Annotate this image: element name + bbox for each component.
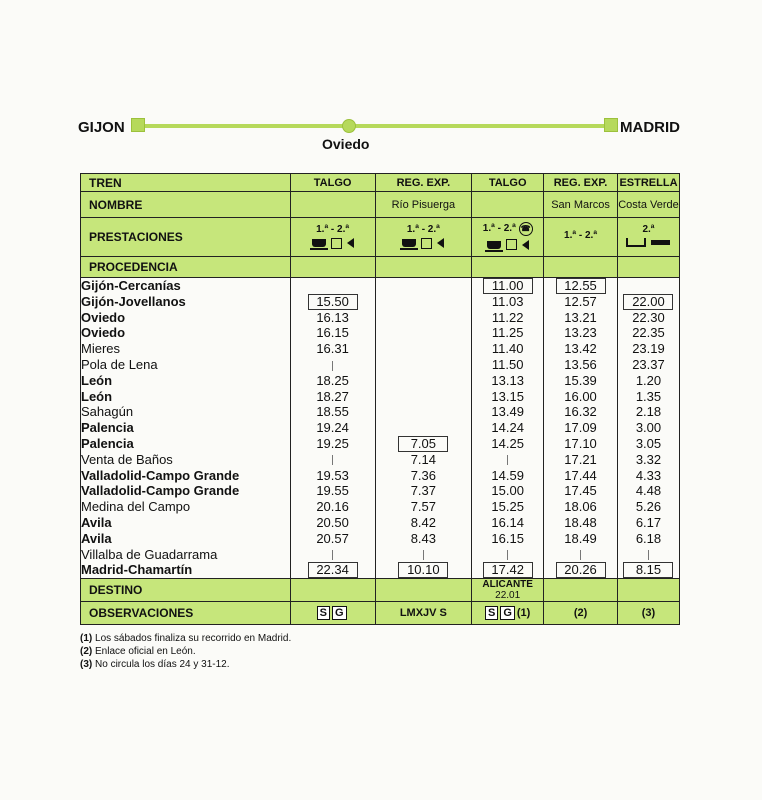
station-name: Valladolid-Campo Grande [81,467,240,483]
seat-icon [331,238,342,249]
passes-through-marker [291,452,375,468]
departure-time [376,294,472,310]
departure-time: 18.55 [316,404,349,420]
destination-city: MADRID [620,119,680,136]
departure-time [376,357,472,373]
departure-time [376,325,472,341]
departure-time: 16.15 [316,325,349,341]
row-nombre [81,192,680,218]
departure-time: 13.21 [564,309,597,325]
departure-time: 17.09 [564,420,597,436]
station-name: Venta de Baños [81,451,173,467]
destination-name: ALICANTE [482,579,533,591]
departure-time: 23.19 [632,341,665,357]
station-name: Avila [81,530,112,546]
passes-through-marker [291,357,375,373]
passes-through-marker [472,452,543,468]
departure-time: 11.03 [491,293,524,309]
departure-time: 20.16 [316,499,349,515]
departure-time: 13.15 [491,388,524,404]
departure-time: 8.42 [410,514,437,530]
departure-time [376,404,472,420]
footnote: (3) No circula los días 24 y 31-12. [80,659,230,670]
via-marker [342,119,356,133]
station-name: Sahagún [81,404,134,420]
station-name: Madrid-Chamartín [81,562,193,578]
times-column [290,278,375,579]
departure-time [376,341,472,357]
footnotes [80,632,291,671]
departure-time: 16.13 [316,309,349,325]
phone-icon: ☎ [519,222,533,236]
departure-time: 4.33 [635,467,662,483]
departure-time: 14.24 [491,420,524,436]
departure-time: 18.06 [564,499,597,515]
obs-badge: S [485,606,498,620]
departure-time: 17.44 [564,467,597,483]
label-procedencia: PROCEDENCIA [81,257,291,278]
cafeteria-icon [487,241,501,249]
station-name: Palencia [81,420,134,436]
train-name [290,192,375,218]
departure-time: 22.35 [632,325,665,341]
train-type: TALGO [290,174,375,192]
label-nombre: NOMBRE [81,192,291,218]
footnote: (1) Los sábados finaliza su recorrido en Madrid. [80,633,292,644]
observations-cell: LMXJV S [375,602,472,625]
observations-cell [472,602,544,625]
departure-time: 13.13 [491,372,524,388]
station-name: Gijón-Cercanías [81,278,181,293]
class-label: 1.ª - 2.ª [316,223,350,235]
departure-time: 22.34 [291,562,375,578]
departure-time [376,310,472,326]
departure-time: 12.57 [564,293,597,309]
footnote: (2) Enlace oficial en León. [80,646,196,657]
station-name: León [81,388,113,404]
row-tren [81,174,680,192]
seat-icon [506,239,517,250]
station-name: Palencia [81,435,134,451]
departure-time: 3.05 [635,435,662,451]
observations-cell: (3) [617,602,679,625]
departure-time: 16.31 [316,341,349,357]
couchette-icon [651,240,670,245]
train-name: Costa Verde [617,192,679,218]
departure-time: 18.48 [564,514,597,530]
departure-time: 17.45 [564,483,597,499]
departure-time: 6.17 [635,514,662,530]
departure-time: 18.25 [316,372,349,388]
obs-note: (1) [516,607,531,620]
observations-cell: (2) [544,602,618,625]
origin-city: GIJON [78,119,125,136]
seat-icon [421,238,432,249]
departure-time: 15.25 [491,499,524,515]
obs-badge: S [317,606,330,620]
departure-time: 20.26 [544,562,617,578]
services-cell [290,218,375,257]
departure-time: 23.37 [632,356,665,372]
departure-time: 19.55 [316,483,349,499]
departure-time: 7.37 [410,483,437,499]
departure-time: 17.42 [472,562,543,578]
destination-cell [472,579,544,602]
observations-cell [290,602,375,625]
departure-time: 6.18 [635,530,662,546]
destination-marker [604,118,618,132]
departure-time: 19.53 [316,467,349,483]
departure-time: 15.00 [491,483,524,499]
route-line [0,0,762,160]
departure-time: 14.59 [491,467,524,483]
times-column [617,278,679,579]
train-name [472,192,544,218]
label-tren: TREN [81,174,291,192]
departure-time: 10.10 [376,562,472,578]
class-label: 2.ª [642,224,655,235]
row-destino [81,579,680,602]
departure-time: 11.22 [491,309,524,325]
departure-time: 16.15 [491,530,524,546]
departure-time: 22.00 [618,294,679,310]
departure-time: 20.50 [316,514,349,530]
departure-time: 16.32 [564,404,597,420]
services-cell [617,218,679,257]
row-prestaciones [81,218,680,257]
station-list [81,278,291,579]
departure-time: 19.24 [316,420,349,436]
departure-time: 18.49 [564,530,597,546]
departure-time: 7.57 [410,499,437,515]
departure-time: 13.49 [491,404,524,420]
departure-time: 8.15 [618,562,679,578]
departure-time: 11.00 [472,278,543,294]
departure-time [376,278,472,294]
station-name: Mieres [81,341,121,357]
departure-time: 22.30 [632,309,665,325]
class-label: 1.ª - 2.ª ☎ [472,222,543,236]
departure-time: 12.55 [544,278,617,294]
departure-time: 15.50 [291,294,375,310]
station-name: Pola de Lena [81,356,158,372]
times-column [375,278,472,579]
services-cell [544,218,618,257]
departure-time: 3.32 [635,451,662,467]
train-name: San Marcos [544,192,618,218]
departure-time: 2.18 [635,404,662,420]
departure-time: 7.14 [410,451,437,467]
train-type: REG. EXP. [544,174,618,192]
station-name: Valladolid-Campo Grande [81,483,240,499]
obs-badge: G [332,606,347,620]
passes-through-marker [618,547,679,563]
departure-time: 13.42 [564,341,597,357]
via-city: Oviedo [322,136,370,152]
row-procedencia [81,257,680,278]
label-prestaciones: PRESTACIONES [81,218,291,257]
destination-time: 22.01 [495,590,521,602]
label-destino: DESTINO [81,579,291,602]
obs-badge: G [500,606,515,620]
departure-time [376,389,472,405]
audio-icon [437,238,444,248]
departure-time: 11.50 [491,356,524,372]
departure-time [376,420,472,436]
route-bar [138,124,608,128]
times-column [472,278,544,579]
departure-time [618,278,679,294]
class-label: 1.ª - 2.ª [564,230,598,241]
label-observaciones: OBSERVACIONES [81,602,291,625]
class-label: 1.ª - 2.ª [406,223,440,235]
departure-time: 13.23 [564,325,597,341]
row-observaciones [81,602,680,625]
train-type: TALGO [472,174,544,192]
station-name: Avila [81,514,112,530]
schedule-body [81,278,680,579]
departure-time: 20.57 [316,530,349,546]
departure-time: 1.35 [635,388,662,404]
station-name: Villalba de Guadarrama [81,546,218,562]
departure-time: 15.39 [564,372,597,388]
departure-time [291,278,375,294]
departure-time: 16.00 [564,388,597,404]
passes-through-marker [291,547,375,563]
station-name: Oviedo [81,325,126,341]
train-name: Río Pisuerga [375,192,472,218]
departure-time: 8.43 [410,530,437,546]
timetable [80,173,680,625]
times-column [544,278,618,579]
departure-time: 7.36 [410,467,437,483]
departure-time: 17.21 [564,451,597,467]
station-name: Oviedo [81,309,126,325]
services-cell [375,218,472,257]
audio-icon [522,240,529,250]
passes-through-marker [544,547,617,563]
audio-icon [347,238,354,248]
cafeteria-icon [312,239,326,247]
passes-through-marker [376,547,472,563]
passes-through-marker [472,547,543,563]
departure-time: 11.25 [491,325,524,341]
cafeteria-icon [402,239,416,247]
station-name: Gijón-Jovellanos [81,293,186,309]
departure-time: 19.25 [316,435,349,451]
train-type: ESTRELLA [617,174,679,192]
origin-marker [131,118,145,132]
departure-time: 14.25 [491,435,524,451]
departure-time: 5.26 [635,499,662,515]
departure-time: 3.00 [635,420,662,436]
station-name: Medina del Campo [81,499,191,515]
services-cell [472,218,544,257]
departure-time: 13.56 [564,356,597,372]
departure-time: 4.48 [635,483,662,499]
departure-time: 18.27 [316,388,349,404]
departure-time: 17.10 [564,435,597,451]
train-type: REG. EXP. [375,174,472,192]
departure-time: 11.40 [491,341,524,357]
departure-time [376,373,472,389]
departure-time: 1.20 [635,372,662,388]
departure-time: 7.05 [376,436,472,452]
departure-time: 16.14 [491,514,524,530]
station-name: León [81,372,113,388]
bed-icon [626,238,646,247]
